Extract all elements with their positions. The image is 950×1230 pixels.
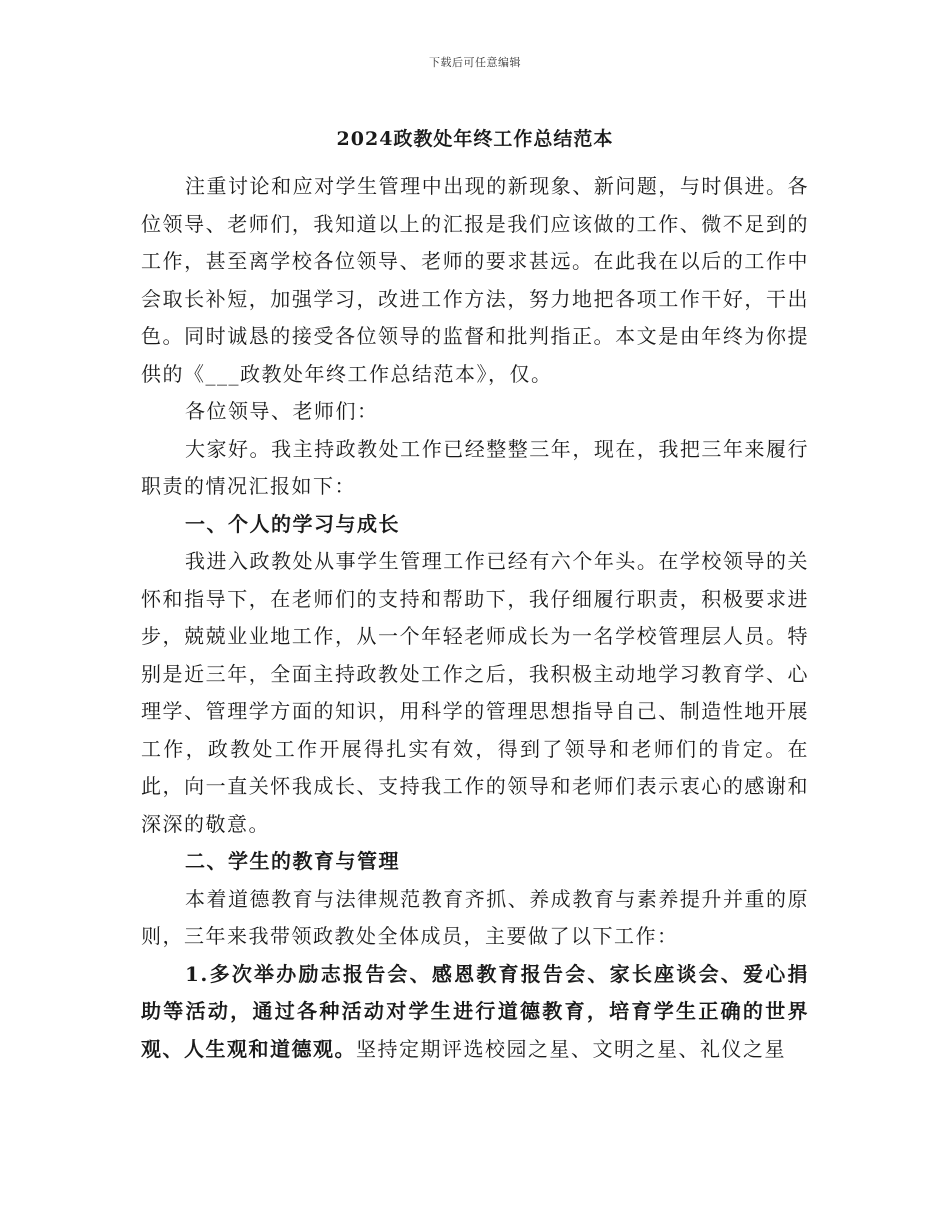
item-1-bold-text: 1.多次举办励志报告会、感恩教育报告会、家长座谈会、爱心捐助等活动，通过各种活动对学生进行道德教育，培育学生正确的世界观、人生观和道德观。 [141,961,809,1061]
item-1-rest-text: 坚持定期评选校园之星、文明之星、礼仪之星 [356,1036,786,1061]
greeting-paragraph: 大家好。我主持政教处工作已经整整三年，现在，我把三年来履行职责的情况汇报如下： [141,436,809,498]
document-body [141,168,809,1068]
intro-paragraph: 注重讨论和应对学生管理中出现的新现象、新问题，与时俱进。各位领导、老师们，我知道以上的汇报是我们应该做的工作、微不足到的工作，甚至离学校各位领导、老师的要求甚远。在此我在以后的工作中会取长补短，加强学习，改进工作方法，努力地把各项工作干好，干出色。同时诚恳的接受各位领导的监督和批判指正。本文是由年终为你提供的《___政教处年终工作总结范本》，仅。 [141,174,809,386]
item-1-paragraph [141,956,809,1069]
page-header-note: 下载后可任意编辑 [429,56,521,69]
salutation: 各位领导、老师们： [185,399,379,423]
section-2-heading: 二、学生的教育与管理 [185,849,400,873]
section-1-heading: 一、个人的学习与成长 [185,511,400,536]
section-1-paragraph: 我进入政教处从事学生管理工作已经有六个年头。在学校领导的关怀和指导下，在老师们的支持和帮助下，我仔细履行职责，积极要求进步，兢兢业业地工作，从一个年轻老师成长为一名学校管理层人员。特别是近三年，全面主持政教处工作之后，我积极主动地学习教育学、心理学、管理学方面的知识，用科学的管理思想指导自己、制造性地开展工作，政教处工作开展得扎实有效，得到了领导和老师们的肯定。在此，向一直关怀我成长、支持我工作的领导和老师们表示衷心的感谢和深深的敬意。 [141,549,809,836]
document-title: 2024政教处年终工作总结范本 [336,128,614,150]
section-2-paragraph: 本着道德教育与法律规范教育齐抓、养成教育与素养提升并重的原则，三年来我带领政教处全体成员，主要做了以下工作： [141,886,809,948]
